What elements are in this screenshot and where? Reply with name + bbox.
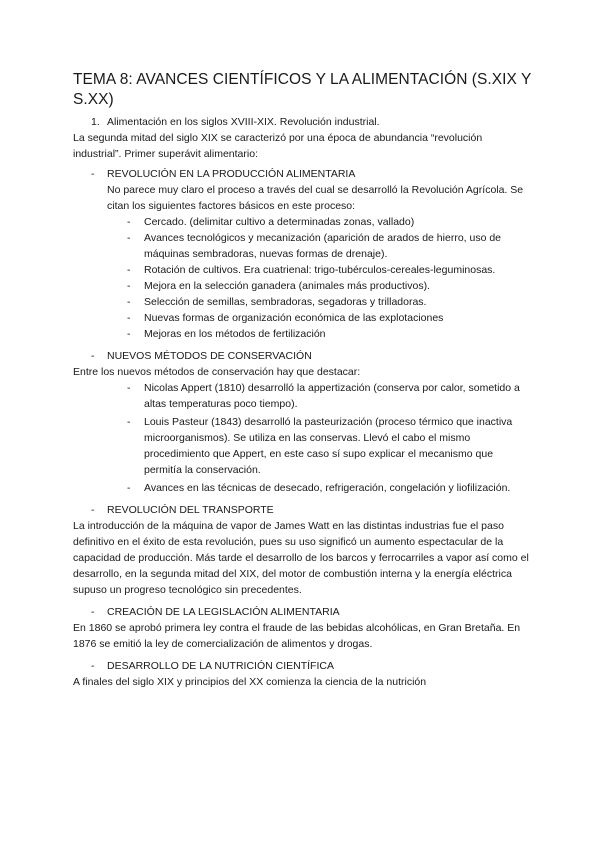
list-item-text: Mejora en la selección ganadera (animales más productivos). <box>144 280 430 292</box>
dash-bullet: - <box>127 482 131 494</box>
list-item-text: Nicolas Appert (1810) desarrolló la appertización (conserva por calor, sometido a altas temperaturas poco tiempo). <box>144 382 520 410</box>
section-paragraph: Entre los nuevos métodos de conservación hay que destacar: <box>73 366 361 378</box>
numbered-heading-text: Alimentación en los siglos XVIII-XIX. Revolución industrial. <box>107 116 380 128</box>
list-item-text: Avances en las técnicas de desecado, refrigeración, congelación y liofilización. <box>144 482 511 494</box>
section-heading-text: DESARROLLO DE LA NUTRICIÓN CIENTÍFICA <box>107 660 334 672</box>
list-item-text: Selección de semillas, sembradoras, segadoras y trilladoras. <box>144 296 427 308</box>
dash-bullet: - <box>127 216 131 228</box>
section-heading-text: REVOLUCIÓN DEL TRANSPORTE <box>107 504 274 516</box>
section-heading-text: REVOLUCIÓN EN LA PRODUCCIÓN ALIMENTARIA <box>107 168 356 180</box>
dash-bullet: - <box>91 606 95 618</box>
dash-bullet: - <box>127 382 131 394</box>
section-paragraph: No parece muy claro el proceso a través del cual se desarrolló la Revolución Agrícola. Se citan los siguientes factores básicos en este proceso: <box>107 184 524 212</box>
section-heading-legislacion <box>73 604 533 620</box>
section-heading-transporte <box>73 502 533 518</box>
conservacion-list <box>73 380 533 496</box>
document-page <box>73 70 533 690</box>
dash-bullet: - <box>91 504 95 516</box>
section-paragraph: A finales del siglo XIX y principios del XX comienza la ciencia de la nutrición <box>73 676 427 688</box>
list-item-text: Avances tecnológicos y mecanización (aparición de arados de hierro, uso de máquinas sembradoras, nuevas formas de drenaje). <box>144 232 502 260</box>
list-item-text: Mejoras en los métodos de fertilización <box>144 328 326 340</box>
section-heading-nutricion <box>73 658 533 674</box>
produccion-list <box>73 214 533 342</box>
list-item <box>127 380 533 412</box>
section-heading-produccion <box>73 166 533 182</box>
list-item <box>127 294 533 310</box>
dash-bullet: - <box>127 328 131 340</box>
list-item-text: Rotación de cultivos. Era cuatrienal: trigo-tubérculos-cereales-leguminosas. <box>144 264 496 276</box>
list-item <box>127 262 533 278</box>
section-paragraph: En 1860 se aprobó primera ley contra el fraude de las bebidas alcohólicas, en Gran Bretaña. En 1876 se emitió la ley de comercialización de alimentos y drogas. <box>73 622 521 650</box>
section-paragraph: La introducción de la máquina de vapor de James Watt en las distintas industrias fue el paso definitivo en el éxito de esta revolución, pues su uso significó un aumento espectacular de la capacidad de producción. Más tarde el desarrollo de los barcos y ferrocarriles a vapor así como el desarrollo, en la segunda mitad del XIX, del motor de combustión interna y la energía eléctrica supuso un progreso tecnológico sin precedentes. <box>73 520 529 596</box>
dash-bullet: - <box>127 312 131 324</box>
list-number: 1. <box>91 116 100 128</box>
dash-bullet: - <box>127 232 131 244</box>
dash-bullet: - <box>91 168 95 180</box>
intro-paragraph: La segunda mitad del siglo XIX se caracterizó por una época de abundancia “revolución industrial”. Primer superávit alimentario: <box>73 132 483 160</box>
list-item <box>127 214 533 230</box>
numbered-heading <box>73 114 533 130</box>
list-item-text: Louis Pasteur (1843) desarrolló la pasteurización (proceso térmico que inactiva microorganismos). Se utiliza en las conservas. Llevó el cabo el mismo procedimiento que Appert, en este caso sí supo explicar el mecanismo que permitía la conservación. <box>144 416 513 476</box>
page-title: TEMA 8: AVANCES CIENTÍFICOS Y LA ALIMENTACIÓN (S.XIX Y S.XX) <box>73 71 532 108</box>
list-item <box>127 230 533 262</box>
list-item <box>127 310 533 326</box>
list-item-text: Cercado. (delimitar cultivo a determinadas zonas, vallado) <box>144 216 415 228</box>
dash-bullet: - <box>91 350 95 362</box>
list-item-text: Nuevas formas de organización económica de las explotaciones <box>144 312 444 324</box>
dash-bullet: - <box>127 264 131 276</box>
list-item <box>127 326 533 342</box>
dash-bullet: - <box>127 280 131 292</box>
dash-bullet: - <box>127 296 131 308</box>
list-item <box>127 480 533 496</box>
dash-bullet: - <box>91 660 95 672</box>
section-heading-text: CREACIÓN DE LA LEGISLACIÓN ALIMENTARIA <box>107 606 340 618</box>
section-heading-text: NUEVOS MÉTODOS DE CONSERVACIÓN <box>107 350 312 362</box>
list-item <box>127 278 533 294</box>
dash-bullet: - <box>127 416 131 428</box>
section-heading-conservacion <box>73 348 533 364</box>
list-item <box>127 414 533 478</box>
